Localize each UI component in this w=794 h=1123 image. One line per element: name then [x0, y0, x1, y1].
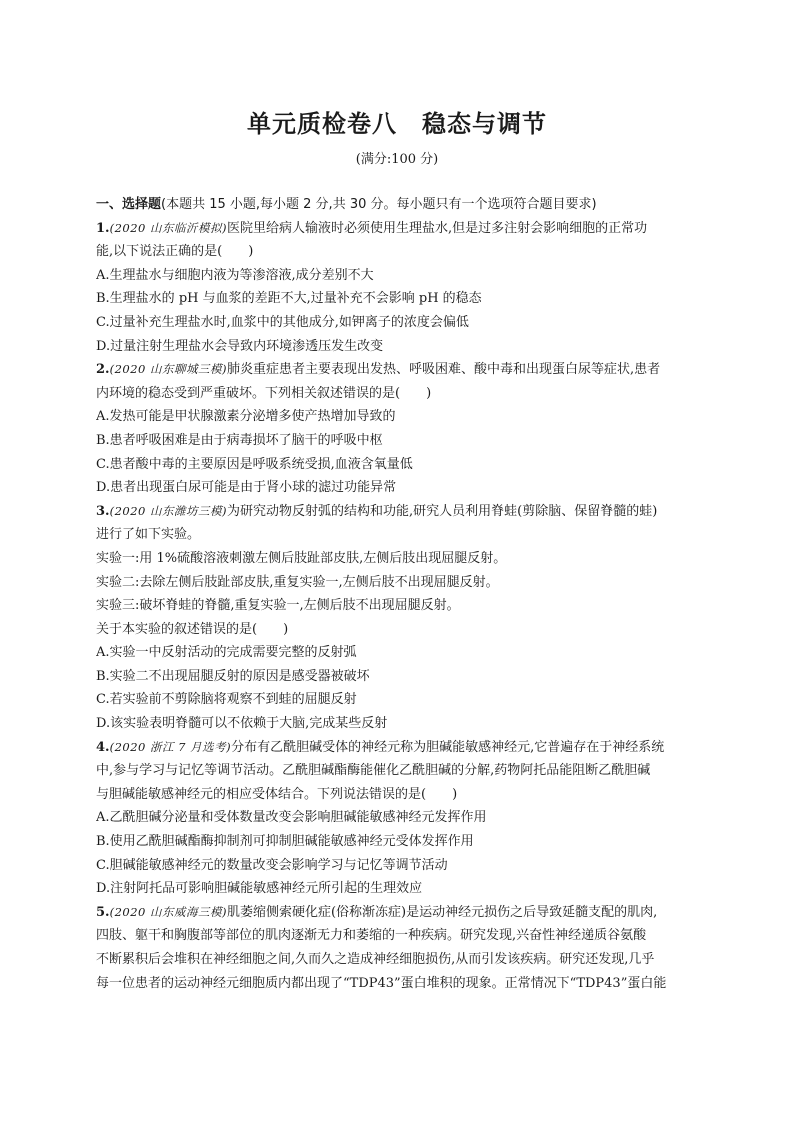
option-b: B.患者呼吸困难是由于病毒损坏了脑干的呼吸中枢 [96, 432, 383, 448]
option-c: C.胆碱能敏感神经元的数量改变会影响学习与记忆等调节活动 [96, 857, 448, 873]
page-title: 单元质检卷八 稳态与调节 [247, 110, 547, 138]
question-number: 3. [96, 503, 110, 519]
option-c: C.患者酸中毒的主要原因是呼吸系统受损,血液含氧量低 [96, 456, 413, 472]
option-b: B.生理盐水的 pH 与血浆的差距不大,过量补充不会影响 pH 的稳态 [96, 291, 482, 307]
question-stem-line [96, 358, 696, 382]
question-source: (2020 浙江 7 月选考) [109, 739, 232, 754]
question-source: (2020 山东潍坊三模) [109, 503, 227, 518]
question-stem-line: 进行了如下实验。 [96, 527, 201, 543]
question-number: 5. [96, 904, 110, 920]
question-stem-line [96, 500, 696, 524]
question-stem-text: 分布有乙酰胆碱受体的神经元称为胆碱能敏感神经元,它普遍存在于神经系统 [231, 739, 665, 755]
option-b: B.使用乙酰胆碱酯酶抑制剂可抑制胆碱能敏感神经元受体发挥作用 [96, 834, 474, 850]
option-d: D.过量注射生理盐水会导致内环境渗透压发生改变 [96, 338, 384, 354]
question-4 [96, 736, 696, 901]
question-3 [96, 500, 696, 736]
option-a: A.发热可能是甲状腺激素分泌增多使产热增加导致的 [96, 409, 396, 425]
option-a: A.乙酰胆碱分泌量和受体数量改变会影响胆碱能敏感神经元发挥作用 [96, 810, 487, 826]
question-stem-line: 每一位患者的运动神经元细胞质内都出现了“TDP43”蛋白堆积的现象。正常情况下“TDP43”蛋白能 [96, 975, 667, 991]
question-stem-line: 内环境的稳态受到严重破坏。下列相关叙述错误的是( ) [96, 385, 432, 401]
page-subtitle: (满分:100 分) [355, 152, 439, 167]
section-heading [96, 193, 696, 217]
question-source: (2020 山东威海三模) [109, 904, 227, 919]
section-heading-label: 一、选择题 [96, 197, 162, 212]
option-c: C.过量补充生理盐水时,血浆中的其他成分,如钾离子的浓度会偏低 [96, 314, 469, 330]
question-stem-line: 能,以下说法正确的是( ) [96, 244, 254, 260]
question-5 [96, 901, 696, 995]
question-stem-text: 肺炎重症患者主要表现出发热、呼吸困难、酸中毒和出现蛋白尿等症状,患者 [226, 362, 661, 378]
document-body [96, 193, 696, 995]
option-d: D.患者出现蛋白尿可能是由于肾小球的滤过功能异常 [96, 480, 397, 496]
option-c: C.若实验前不剪除脑将观察不到蛙的屈腿反射 [96, 692, 357, 708]
experiment-2-line: 实验二:去除左侧后肢趾部皮肤,重复实验一,左侧后肢不出现屈腿反射。 [96, 574, 499, 590]
option-b: B.实验二不出现屈腿反射的原因是感受器被破坏 [96, 668, 370, 684]
question-stem-line: 不断累积后会堆积在神经细胞之间,久而久之造成神经细胞损伤,从而引发该疾病。研究还发现,几乎 [96, 952, 655, 967]
question-stem-text: 医院里给病人输液时必须使用生理盐水,但是过多注射会影响细胞的正常功 [226, 220, 648, 236]
option-d: D.注射阿托品可影响胆碱能敏感神经元所引起的生理效应 [96, 881, 423, 897]
experiment-3-line: 实验三:破坏脊蛙的脊髓,重复实验一,左侧后肢不出现屈腿反射。 [96, 598, 460, 614]
question-source: (2020 山东临沂模拟) [109, 220, 227, 235]
question-number: 4. [96, 739, 110, 755]
question-stem-line: 与胆碱能敏感神经元的相应受体结合。下列说法错误的是( ) [96, 786, 458, 802]
option-d: D.该实验表明脊髓可以不依赖于大脑,完成某些反射 [96, 716, 388, 732]
question-stem-line [96, 217, 696, 241]
question-2 [96, 358, 696, 500]
question-stem-line [96, 901, 696, 925]
question-stem-text: 为研究动物反射弧的结构和功能,研究人员利用脊蛙(剪除脑、保留脊髓的蛙) [226, 503, 658, 519]
question-prompt-line: 关于本实验的叙述错误的是( ) [96, 621, 289, 637]
section-heading-note: (本题共 15 小题,每小题 2 分,共 30 分。每小题只有一个选项符合题目要求) [161, 197, 597, 212]
question-1 [96, 217, 696, 359]
question-stem-line: 中,参与学习与记忆等调节活动。乙酰胆碱酯酶能催化乙酰胆碱的分解,药物阿托品能阻断乙酰胆碱 [96, 763, 651, 779]
option-a: A.实验一中反射活动的完成需要完整的反射弧 [96, 645, 357, 661]
question-number: 2. [96, 362, 110, 378]
question-source: (2020 山东聊城三模) [109, 362, 227, 377]
question-stem-line: 四肢、躯干和胸腹部等部位的肌肉逐渐无力和萎缩的一种疾病。研究发现,兴奋性神经递质谷氨酸 [96, 928, 647, 944]
question-stem-line [96, 736, 696, 760]
experiment-1-line: 实验一:用 1%硫酸溶液刺激左侧后肢趾部皮肤,左侧后肢出现屈腿反射。 [96, 550, 507, 566]
question-stem-text: 肌萎缩侧索硬化症(俗称渐冻症)是运动神经元损伤之后导致延髓支配的肌肉, [226, 904, 658, 920]
option-a: A.生理盐水与细胞内液为等渗溶液,成分差别不大 [96, 267, 374, 283]
question-number: 1. [96, 220, 110, 236]
